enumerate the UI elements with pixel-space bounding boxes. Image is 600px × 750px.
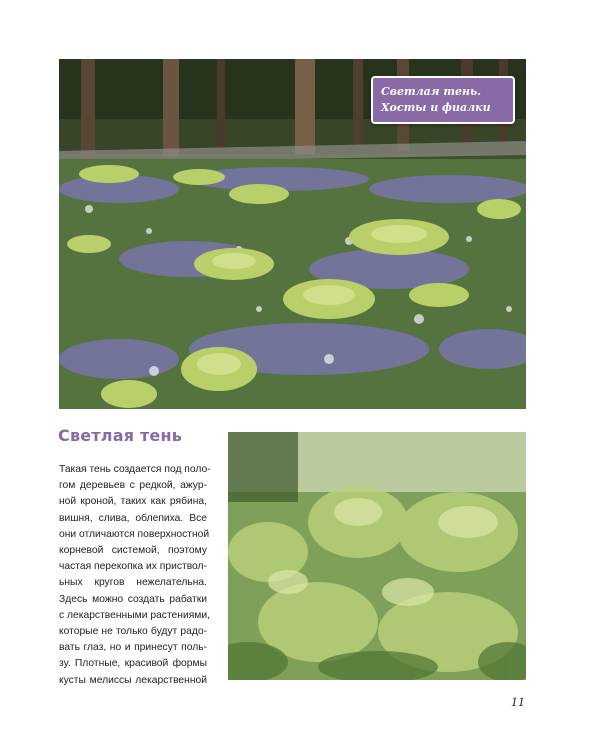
body-line: они отличаются поверхностной (59, 528, 210, 540)
body-line: вать глаз, но и принесут поль- (59, 642, 207, 654)
body-line: ьных кругов нежелательна. (59, 577, 207, 589)
body-line: гом деревьев с редкой, ажур- (59, 480, 207, 492)
section-body-text (59, 462, 211, 689)
body-line: с лекарственными растениями, (59, 609, 210, 621)
body-line: Здесь можно создать рабатки (59, 593, 207, 605)
hostas-violets-photo (59, 59, 526, 409)
photo-caption-line-1: Светлая тень. (381, 85, 482, 98)
section-heading: Светлая тень (58, 426, 183, 445)
body-line: которые не только будут радо- (59, 626, 207, 638)
body-line: вишня, слива, облепиха. Все (59, 512, 207, 524)
melissa-plants-photo (228, 432, 526, 680)
body-line: кусты мелиссы лекарственной (59, 674, 207, 686)
photo-caption-line-2: Хосты и фиалки (381, 101, 491, 114)
body-line: частая перекопка их приствол- (59, 561, 207, 573)
photo-caption (371, 76, 515, 124)
body-line: ной кроной, таких как рябина, (59, 496, 207, 508)
body-line: зу. Плотные, красивой формы (59, 658, 207, 670)
body-line: корневой системой, поэтому (59, 545, 207, 557)
body-line: Такая тень создается под поло- (59, 464, 211, 475)
page-number: 11 (511, 696, 525, 709)
